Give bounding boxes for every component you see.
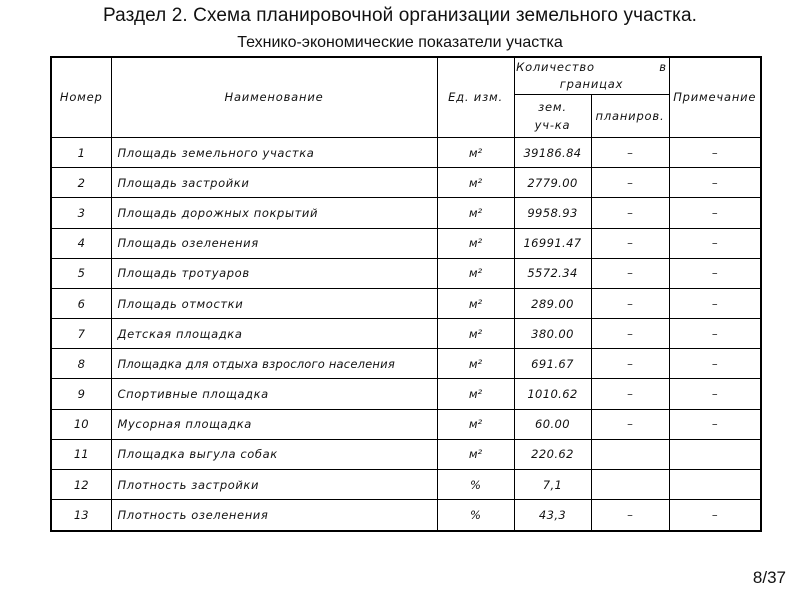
cell-planned: – xyxy=(591,379,669,409)
cell-unit: % xyxy=(437,500,514,530)
cell-plot-value: 289.00 xyxy=(514,288,591,318)
cell-name: Мусорная площадка xyxy=(111,409,437,439)
cell-unit: м² xyxy=(437,439,514,469)
cell-note: – xyxy=(669,198,760,228)
cell-planned: – xyxy=(591,168,669,198)
cell-note: – xyxy=(669,409,760,439)
cell-planned: – xyxy=(591,409,669,439)
table-row xyxy=(52,349,760,379)
cell-plot-value: 380.00 xyxy=(514,319,591,349)
cell-planned xyxy=(591,439,669,469)
header-planned: планиров. xyxy=(591,94,669,137)
page-subtitle: Технико-экономические показатели участка xyxy=(237,34,563,51)
cell-unit: м² xyxy=(437,409,514,439)
header-unit: Ед. изм. xyxy=(437,58,514,137)
cell-plot-value: 16991.47 xyxy=(514,228,591,258)
cell-number: 2 xyxy=(52,168,111,198)
cell-number: 13 xyxy=(52,500,111,530)
cell-unit: м² xyxy=(437,258,514,288)
cell-plot-value: 220.62 xyxy=(514,439,591,469)
cell-note: – xyxy=(669,349,760,379)
cell-number: 8 xyxy=(52,349,111,379)
cell-plot-value: 60.00 xyxy=(514,409,591,439)
cell-plot-value: 5572.34 xyxy=(514,258,591,288)
cell-unit: м² xyxy=(437,288,514,318)
cell-plot-value: 691.67 xyxy=(514,349,591,379)
table-row xyxy=(52,470,760,500)
cell-planned: – xyxy=(591,288,669,318)
cell-name: Площадь застройки xyxy=(111,168,437,198)
cell-plot-value: 39186.84 xyxy=(514,137,591,167)
cell-name: Площадь земельного участка xyxy=(111,137,437,167)
cell-plot-value: 2779.00 xyxy=(514,168,591,198)
cell-note: – xyxy=(669,500,760,530)
table-row xyxy=(52,439,760,469)
cell-unit: м² xyxy=(437,137,514,167)
cell-note xyxy=(669,470,760,500)
cell-name: Площадь дорожных покрытий xyxy=(111,198,437,228)
cell-name: Плотность озеленения xyxy=(111,500,437,530)
cell-number: 9 xyxy=(52,379,111,409)
table-row xyxy=(52,137,760,167)
cell-name: Спортивные площадка xyxy=(111,379,437,409)
cell-note: – xyxy=(669,137,760,167)
cell-unit: м² xyxy=(437,349,514,379)
header-plot: зем. уч-ка xyxy=(514,94,591,137)
header-number: Номер xyxy=(52,58,111,137)
cell-number: 5 xyxy=(52,258,111,288)
header-quantity: Количество в границах xyxy=(514,58,669,94)
indicators-table xyxy=(52,58,760,530)
cell-number: 11 xyxy=(52,439,111,469)
cell-planned: – xyxy=(591,500,669,530)
cell-unit: % xyxy=(437,470,514,500)
table-row xyxy=(52,228,760,258)
cell-unit: м² xyxy=(437,198,514,228)
table-row xyxy=(52,168,760,198)
cell-plot-value: 43,3 xyxy=(514,500,591,530)
cell-note: – xyxy=(669,168,760,198)
cell-unit: м² xyxy=(437,228,514,258)
table-row xyxy=(52,379,760,409)
cell-note: – xyxy=(669,288,760,318)
cell-number: 3 xyxy=(52,198,111,228)
cell-planned: – xyxy=(591,228,669,258)
header-row xyxy=(52,58,760,94)
cell-number: 4 xyxy=(52,228,111,258)
page-title: Раздел 2. Схема планировочной организации земельного участка. xyxy=(102,5,698,26)
cell-planned xyxy=(591,470,669,500)
cell-planned: – xyxy=(591,137,669,167)
cell-name: Площадь тротуаров xyxy=(111,258,437,288)
cell-planned: – xyxy=(591,319,669,349)
table-row xyxy=(52,409,760,439)
cell-note: – xyxy=(669,379,760,409)
header-note: Примечание xyxy=(669,58,760,137)
cell-number: 7 xyxy=(52,319,111,349)
cell-number: 6 xyxy=(52,288,111,318)
cell-name: Детская площадка xyxy=(111,319,437,349)
cell-unit: м² xyxy=(437,379,514,409)
page-number: 8/37 xyxy=(752,568,786,587)
cell-planned: – xyxy=(591,198,669,228)
cell-name: Площадка выгула собак xyxy=(111,439,437,469)
table-row xyxy=(52,319,760,349)
indicators-table-frame xyxy=(50,56,762,532)
cell-plot-value: 7,1 xyxy=(514,470,591,500)
cell-planned: – xyxy=(591,349,669,379)
cell-plot-value: 1010.62 xyxy=(514,379,591,409)
cell-note xyxy=(669,439,760,469)
cell-unit: м² xyxy=(437,319,514,349)
cell-name: Площадь озеленения xyxy=(111,228,437,258)
cell-note: – xyxy=(669,319,760,349)
table-row xyxy=(52,198,760,228)
cell-number: 12 xyxy=(52,470,111,500)
cell-planned: – xyxy=(591,258,669,288)
cell-note: – xyxy=(669,228,760,258)
table-row xyxy=(52,258,760,288)
cell-number: 10 xyxy=(52,409,111,439)
header-name: Наименование xyxy=(111,58,437,137)
cell-number: 1 xyxy=(52,137,111,167)
cell-name: Площадка для отдыха взрослого населения xyxy=(111,349,437,379)
table-row xyxy=(52,500,760,530)
cell-name: Площадь отмостки xyxy=(111,288,437,318)
cell-plot-value: 9958.93 xyxy=(514,198,591,228)
cell-name: Плотность застройки xyxy=(111,470,437,500)
cell-unit: м² xyxy=(437,168,514,198)
cell-note: – xyxy=(669,258,760,288)
table-row xyxy=(52,288,760,318)
